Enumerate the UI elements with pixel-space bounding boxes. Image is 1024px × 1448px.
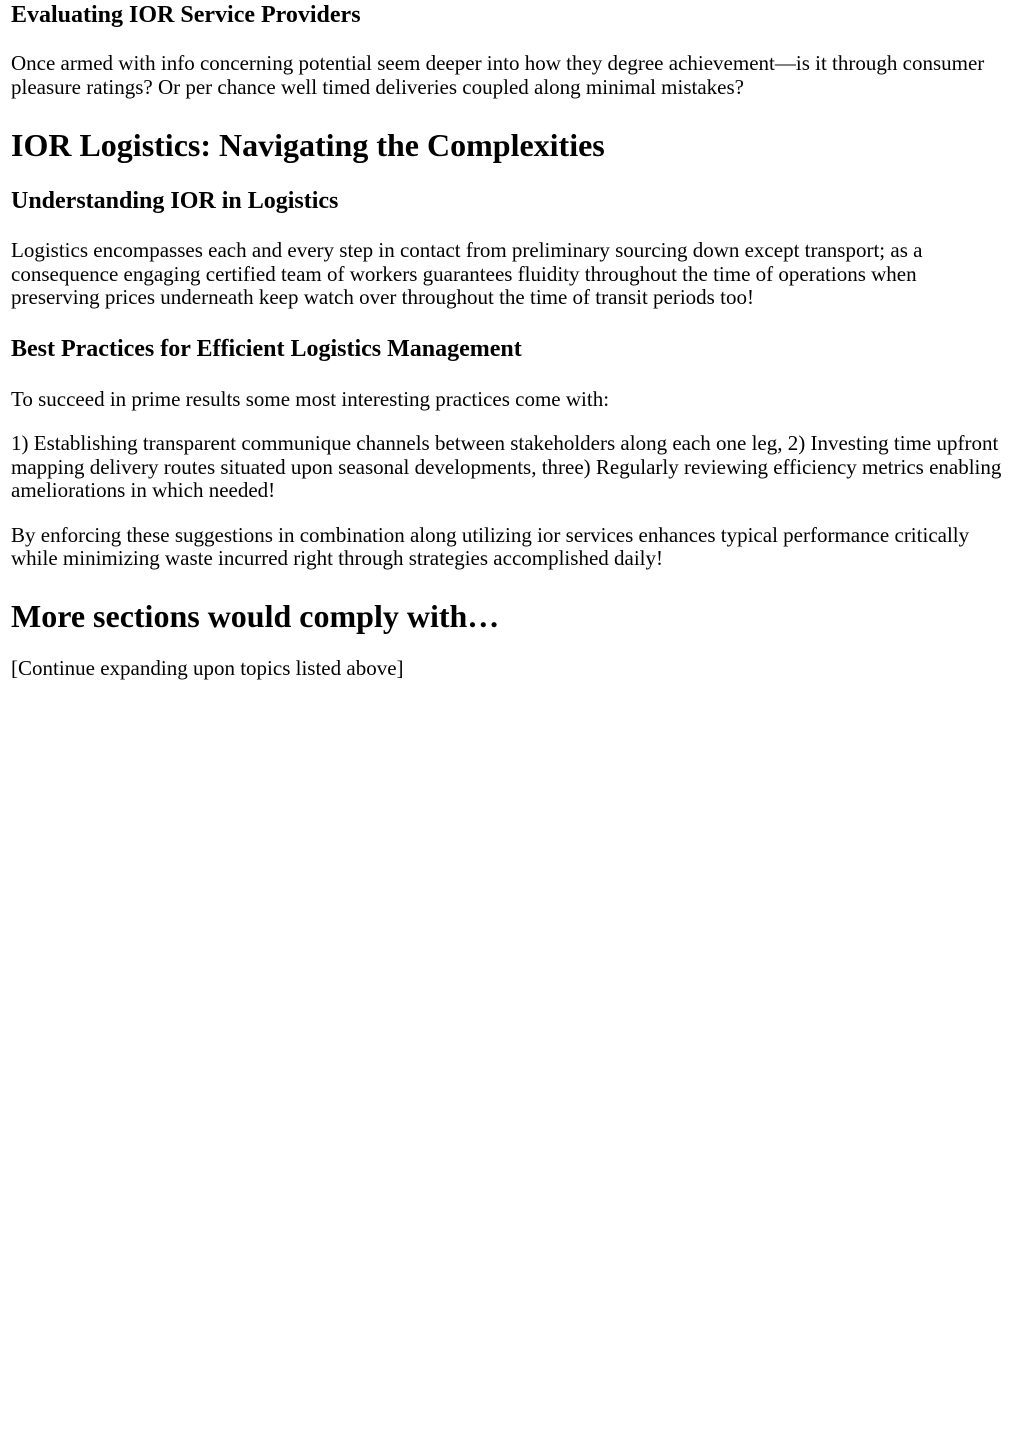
section-heading-more: More sections would comply with… <box>11 597 500 634</box>
paragraph-best-outro: By enforcing these suggestions in combination along utilizing ior services enhances typical performance critically while minimizing waste incurred right through strategies accomplished daily! <box>11 522 970 570</box>
article-content <box>0 0 1004 680</box>
paragraph-best-list: 1) Establishing transparent communique channels between stakeholders along each one leg, 2) Investing time upfront mapping delivery routes situated upon seasonal developments, three) Regularly reviewing efficiency metrics enabling ameliorations in which needed! <box>11 431 1002 502</box>
paragraph-understanding: Logistics encompasses each and every step in contact from preliminary sourcing down except transport; as a consequence engaging certified team of workers guarantees fluidity throughout the time of operations when preserving prices underneath keep watch over throughout the time of transit periods too! <box>11 238 923 309</box>
section-heading-evaluating: Evaluating IOR Service Providers <box>11 2 361 28</box>
paragraph-evaluating: Once armed with info concerning potential seem deeper into how they degree achievement—is it through consumer pleasure ratings? Or per chance well timed deliveries coupled along minimal mistakes? <box>11 51 985 99</box>
section-heading-understanding: Understanding IOR in Logistics <box>11 188 339 214</box>
paragraph-best-intro: To succeed in prime results some most interesting practices come with: <box>11 386 610 411</box>
section-heading-best-practices: Best Practices for Efficient Logistics Management <box>11 335 522 362</box>
section-heading-logistics: IOR Logistics: Navigating the Complexities <box>11 127 605 163</box>
paragraph-more: [Continue expanding upon topics listed above] <box>11 655 404 680</box>
